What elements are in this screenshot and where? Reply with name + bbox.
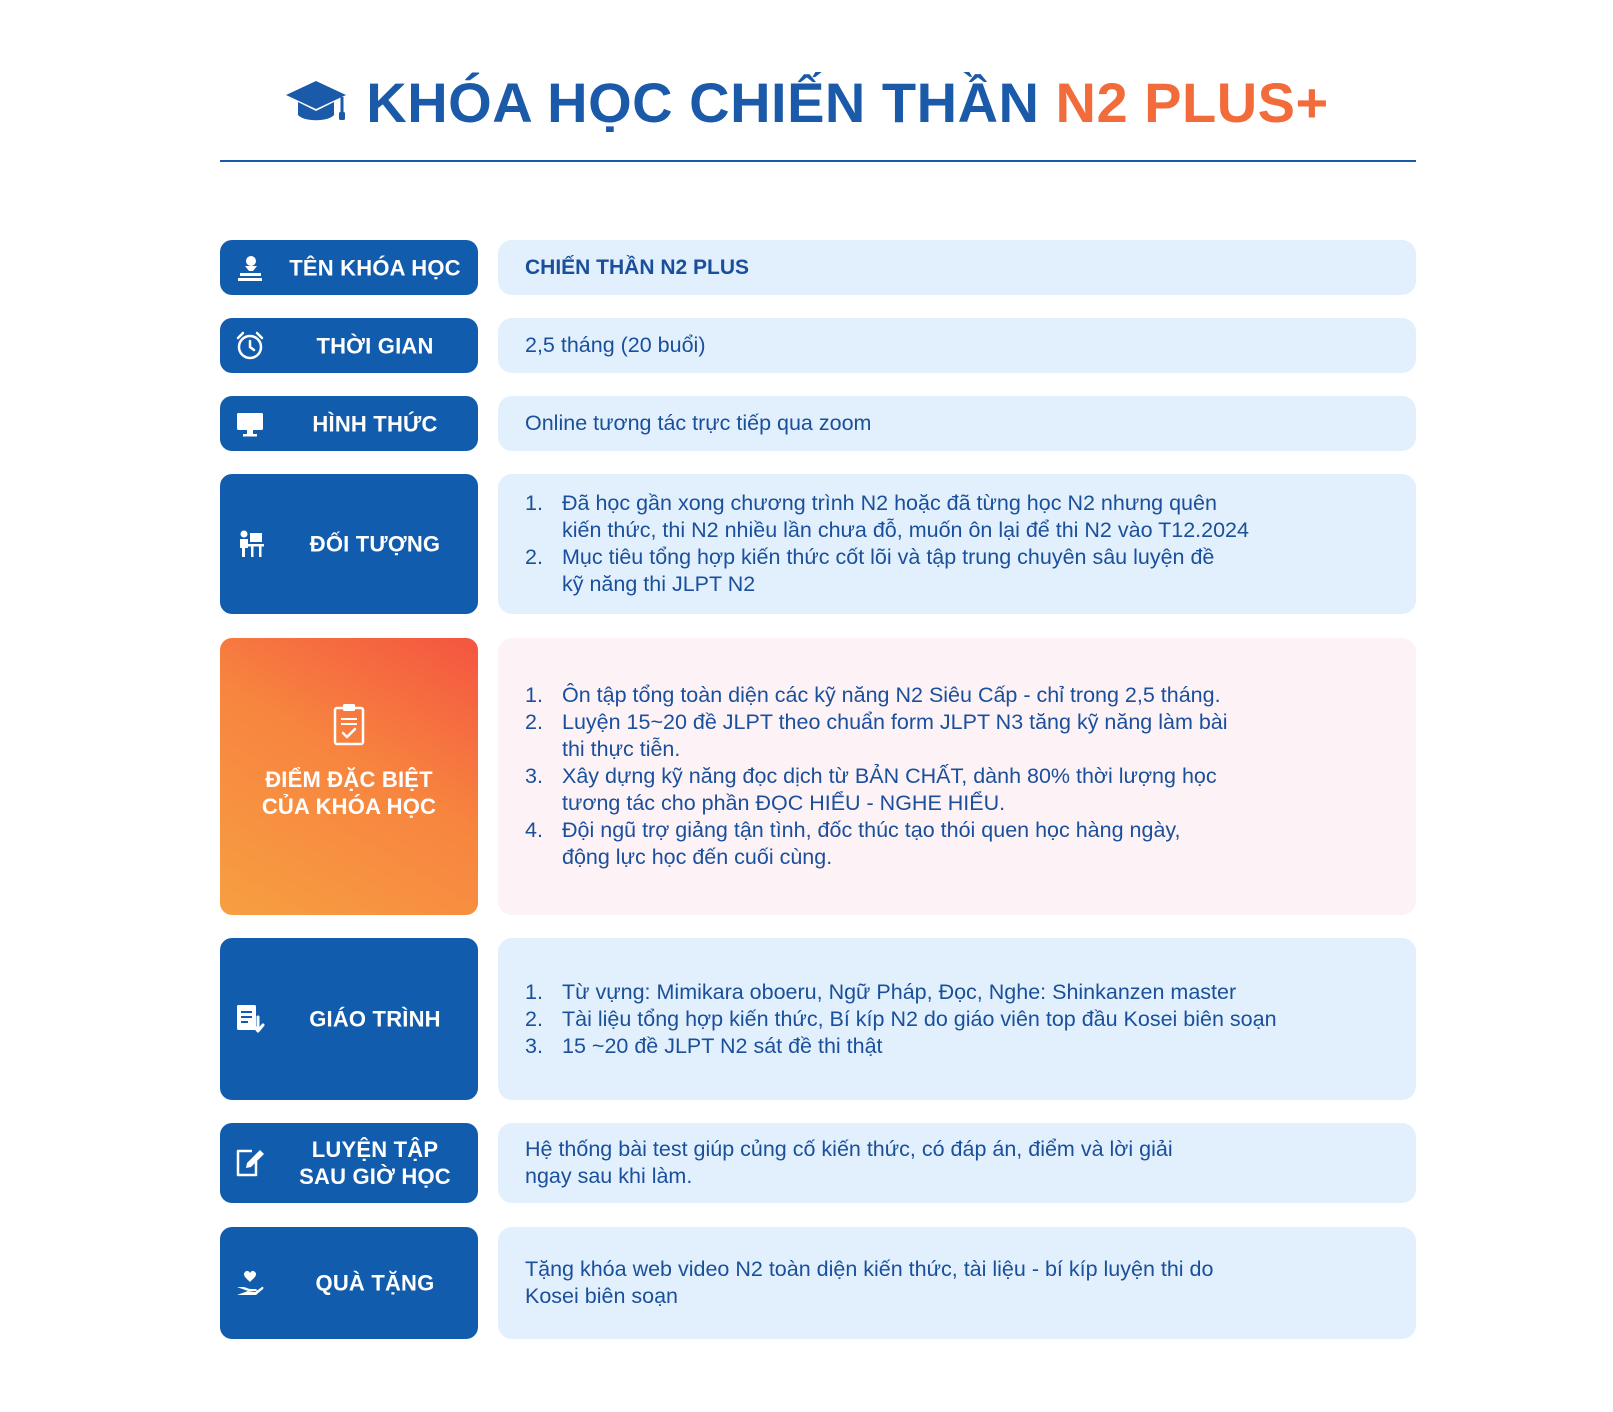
label-text: ĐIỂM ĐẶC BIỆT CỦA KHÓA HỌC [261,767,437,819]
list-item: 2. Tài liệu tổng hợp kiến thức, Bí kíp N2 do giáo viên top đầu Kosei biên soạn [525,1006,1277,1031]
label-gift [220,1227,478,1339]
row-course-name [220,240,1416,295]
label-text: THỜI GIAN [316,333,434,358]
list-item: 1. Đã học gần xong chương trình N2 hoặc đã từng học N2 nhưng quên kiến thức, thi N2 nhiều lần chưa đỗ, muốn ôn lại để thi N2 vào T12.2024 [525,491,1249,542]
list-item: 3. 15 ~20 đề JLPT N2 sát đề thi thật [525,1033,883,1058]
gift-value: Tặng khóa web video N2 toàn diện kiến thức, tài liệu - bí kíp luyện thi do Kosei biên soạn [525,1257,1214,1308]
row-gift [220,1227,1416,1339]
list-item: 2. Mục tiêu tổng hợp kiến thức cốt lõi và tập trung chuyên sâu luyện đề kỹ năng thi JLPT N2 [525,545,1215,596]
title-main: KHÓA HỌC CHIẾN THẦN [366,70,1056,134]
row-duration [220,318,1416,373]
page-header [0,62,1613,142]
list-item: 2. Luyện 15~20 đề JLPT theo chuẩn form JLPT N3 tăng kỹ năng làm bài thi thực tiễn. [525,710,1228,761]
heart-hand-icon [234,1267,266,1299]
label-text: GIÁO TRÌNH [309,1006,441,1032]
label-materials [220,938,478,1100]
row-materials [220,938,1416,1100]
duration-value: 2,5 tháng (20 buổi) [525,333,706,357]
alarm-clock-icon [234,330,266,362]
content-highlights [498,638,1416,915]
graduation-cap-icon [284,77,348,127]
content-format [498,396,1416,451]
label-text: TÊN KHÓA HỌC [289,255,461,280]
content-duration [498,318,1416,373]
row-format [220,396,1416,451]
label-format [220,396,478,451]
student-desk-icon [234,528,266,560]
label-text: LUYỆN TẬP SAU GIỜ HỌC [299,1137,451,1189]
label-highlights [220,638,478,915]
content-audience [498,474,1416,614]
content-practice [498,1123,1416,1203]
content-materials [498,938,1416,1100]
book-student-icon [234,252,266,284]
edit-document-icon [234,1147,266,1179]
highlights-list [525,682,1386,871]
list-item: 4. Đội ngũ trợ giảng tận tình, đốc thúc tạo thói quen học hàng ngày, động lực học đến cuối cùng. [525,818,1181,869]
list-item: 1. Từ vựng: Mimikara oboeru, Ngữ Pháp, Đọc, Nghe: Shinkanzen master [525,979,1237,1004]
materials-list [525,979,1386,1060]
label-course-name [220,240,478,295]
row-practice [220,1123,1416,1203]
audience-list [525,490,1386,598]
label-practice [220,1123,478,1203]
content-course-name [498,240,1416,295]
label-duration [220,318,478,373]
document-download-icon [234,1003,266,1035]
content-gift [498,1227,1416,1339]
page-title [366,70,1328,135]
list-item: 3. Xây dựng kỹ năng đọc dịch từ BẢN CHẤT, dành 80% thời lượng học tương tác cho phần ĐỌC HIỂU - NGHE HIỂU. [525,764,1217,815]
label-audience [220,474,478,614]
list-item: 1. Ôn tập tổng toàn diện các kỹ năng N2 Siêu Cấp - chỉ trong 2,5 tháng. [525,683,1221,707]
clipboard-check-icon [332,702,366,746]
practice-value: Hệ thống bài test giúp củng cố kiến thức, có đáp án, điểm và lời giải ngay sau khi làm. [525,1137,1173,1188]
label-text: ĐỐI TƯỢNG [309,531,441,557]
title-accent: N2 PLUS+ [1055,70,1329,134]
header-divider [220,160,1416,162]
row-audience [220,474,1416,614]
course-name-value: CHIẾN THẦN N2 PLUS [525,256,750,279]
label-text: QUÀ TẶNG [315,1270,435,1296]
row-highlights [220,638,1416,915]
format-value: Online tương tác trực tiếp qua zoom [525,411,872,435]
label-text: HÌNH THỨC [312,411,438,436]
monitor-icon [234,408,266,440]
